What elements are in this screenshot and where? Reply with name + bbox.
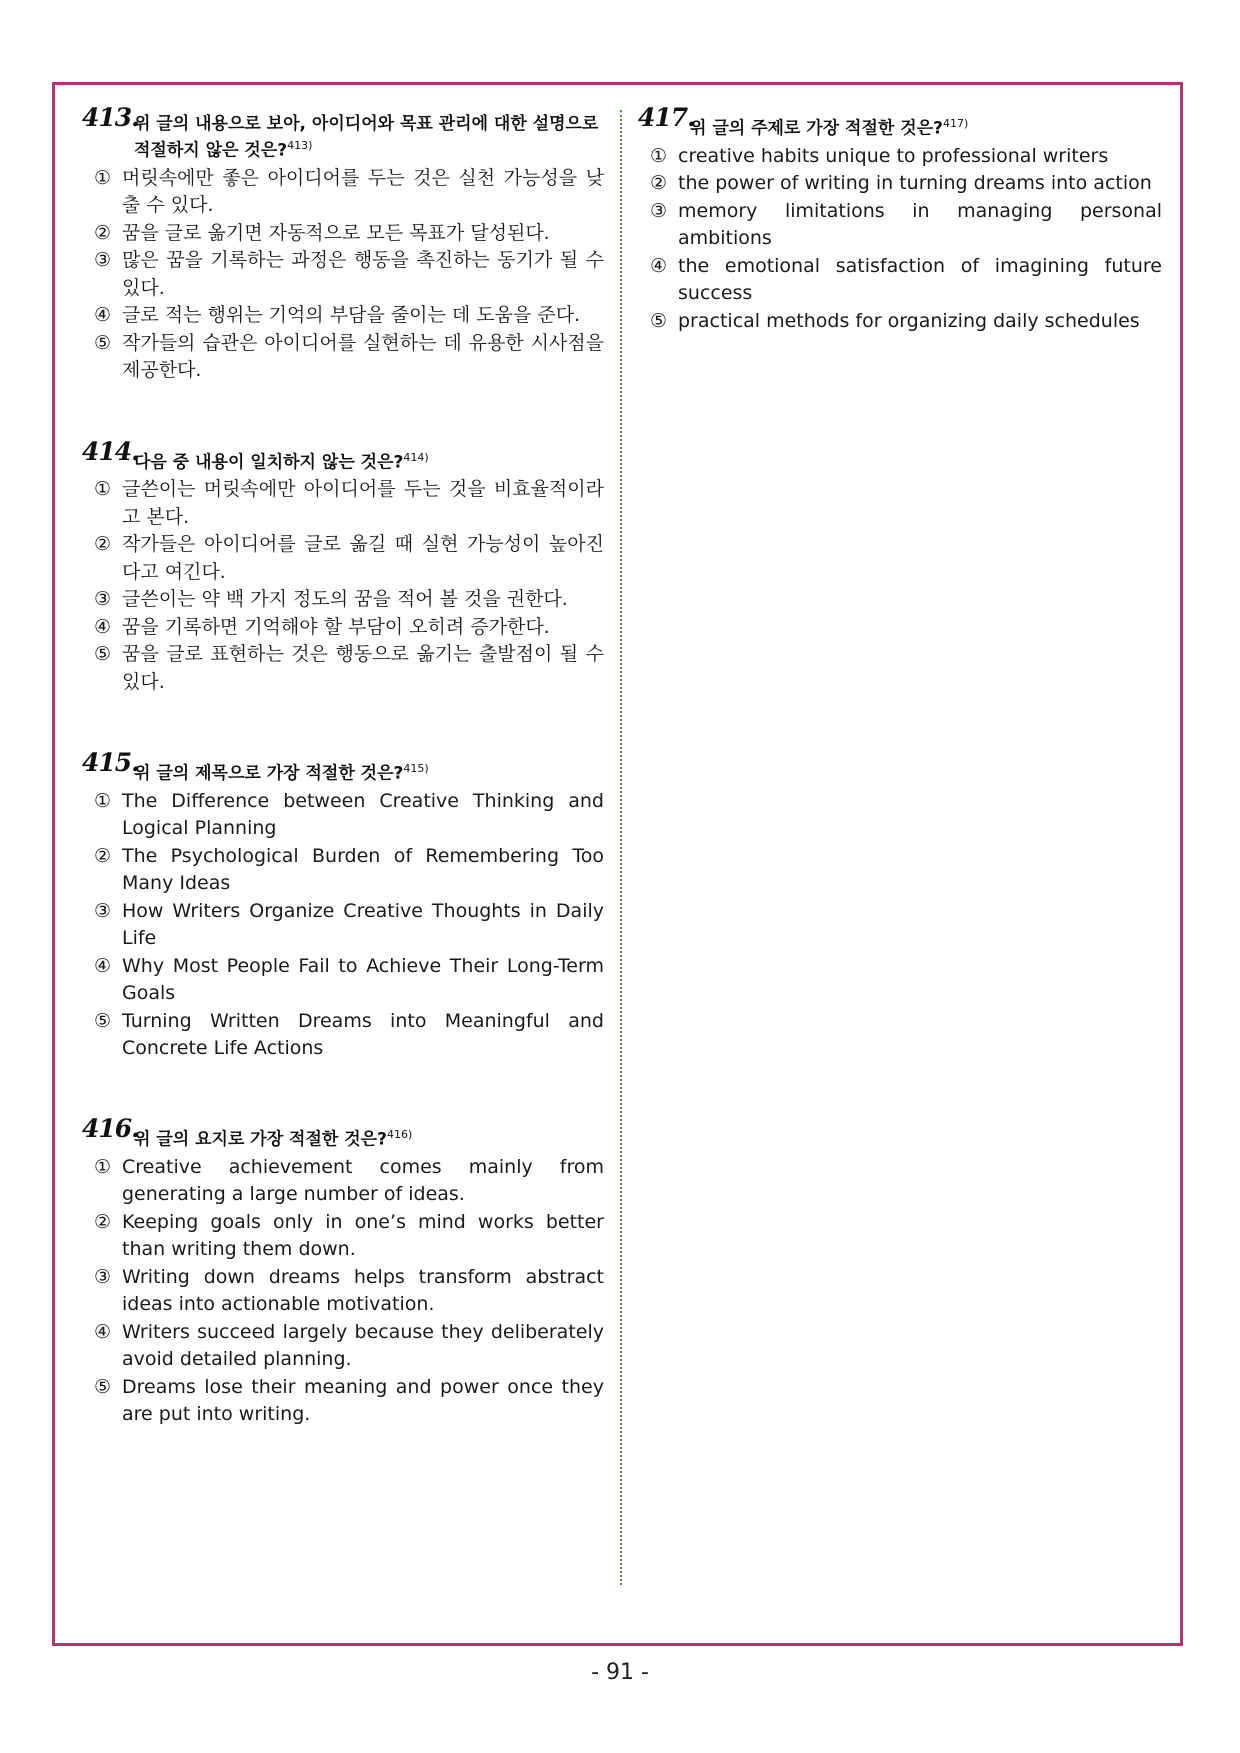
option-mark: ② (94, 533, 112, 556)
option-3[interactable] (638, 198, 1162, 253)
option-1[interactable] (82, 1154, 604, 1209)
option-mark: ① (650, 144, 668, 167)
option-text: practical methods for organizing daily schedules (678, 309, 1140, 332)
question-text: 위 글의 주제로 가장 적절한 것은? (690, 118, 943, 139)
option-2[interactable] (82, 220, 604, 248)
option-list (82, 165, 604, 385)
option-3[interactable] (82, 247, 604, 302)
option-3[interactable] (82, 586, 604, 614)
question-header (82, 436, 604, 474)
page-number: - 91 - (591, 1660, 649, 1685)
option-1[interactable] (82, 476, 604, 531)
question-number: 414. (82, 436, 139, 466)
option-text: The Psychological Burden of Remembering Too Many Ideas (122, 844, 604, 895)
option-mark: ⑤ (94, 643, 112, 666)
question-number: 415. (82, 748, 139, 778)
option-4[interactable] (82, 1319, 604, 1374)
option-mark: ② (94, 221, 112, 244)
option-text: The Difference between Creative Thinking and Logical Planning (122, 789, 604, 840)
question-header (82, 1113, 604, 1151)
column-divider (620, 110, 622, 1585)
option-text: 꿈을 기록하면 기억해야 할 부담이 오히려 증가한다. (122, 615, 550, 638)
option-2[interactable] (82, 843, 604, 898)
option-5[interactable] (82, 330, 604, 385)
question-416 (82, 1113, 604, 1429)
question-text: 위 글의 제목으로 가장 적절한 것은? (134, 763, 404, 784)
option-5[interactable] (82, 1374, 604, 1429)
option-text: How Writers Organize Creative Thoughts in Daily Life (122, 899, 604, 950)
option-1[interactable] (82, 788, 604, 843)
option-list (82, 476, 604, 696)
option-3[interactable] (82, 898, 604, 953)
option-text: 꿈을 글로 옮기면 자동적으로 모든 목표가 달성된다. (122, 221, 550, 244)
question-number: 417. (638, 103, 695, 132)
question-number: 416. (82, 1113, 139, 1143)
option-text: the power of writing in turning dreams into action (678, 172, 1152, 195)
option-5[interactable] (638, 308, 1162, 336)
question-text: 위 글의 내용으로 보아, 아이디어와 목표 관리에 대한 설명으로 적절하지 않은 것은? (134, 114, 599, 161)
option-mark: ② (94, 1210, 112, 1233)
option-mark: ④ (94, 1320, 112, 1343)
option-mark: ① (94, 166, 112, 189)
option-mark: ③ (650, 199, 668, 222)
option-mark: ④ (650, 254, 668, 277)
option-4[interactable] (82, 302, 604, 330)
question-text: 위 글의 요지로 가장 적절한 것은? (134, 1129, 387, 1150)
option-mark: ③ (94, 1265, 112, 1288)
footnote-ref: 417) (942, 117, 969, 130)
option-5[interactable] (82, 1008, 604, 1063)
option-mark: ④ (94, 304, 112, 327)
option-text: Writers succeed largely because they deliberately avoid detailed planning. (122, 1320, 604, 1371)
option-5[interactable] (82, 641, 604, 696)
option-mark: ⑤ (94, 1375, 112, 1398)
option-1[interactable] (82, 165, 604, 220)
option-text: 글로 적는 행위는 기억의 부담을 줄이는 데 도움을 준다. (122, 304, 581, 327)
option-mark: ③ (94, 249, 112, 272)
option-1[interactable] (638, 143, 1162, 171)
option-mark: ② (94, 844, 112, 867)
footnote-ref: 413) (287, 139, 313, 152)
option-text: 글쓴이는 약 백 가지 정도의 꿈을 적어 볼 것을 권한다. (122, 588, 568, 611)
option-text: Turning Written Dreams into Meaningful and Concrete Life Actions (122, 1009, 604, 1060)
question-text: 다음 중 내용이 일치하지 않는 것은? (134, 452, 404, 473)
question-417 (638, 103, 1162, 335)
option-mark: ⑤ (650, 309, 668, 332)
option-3[interactable] (82, 1264, 604, 1319)
question-header (638, 103, 1162, 140)
option-text: memory limitations in managing personal ambitions (678, 199, 1162, 250)
option-2[interactable] (638, 170, 1162, 198)
question-414 (82, 436, 604, 697)
option-2[interactable] (82, 1209, 604, 1264)
question-413 (82, 103, 604, 385)
option-text: Why Most People Fail to Achieve Their Long-Term Goals (122, 954, 604, 1005)
option-mark: ③ (94, 899, 112, 922)
option-text: Creative achievement comes mainly from generating a large number of ideas. (122, 1155, 604, 1206)
option-text: 작가들의 습관은 아이디어를 실현하는 데 유용한 시사점을 제공한다. (122, 331, 604, 382)
option-4[interactable] (638, 253, 1162, 308)
question-415 (82, 748, 604, 1063)
option-text: 많은 꿈을 기록하는 과정은 행동을 촉진하는 동기가 될 수 있다. (122, 249, 604, 299)
option-mark: ① (94, 478, 112, 501)
option-mark: ③ (94, 588, 112, 611)
right-column (638, 103, 1162, 335)
option-text: 머릿속에만 좋은 아이디어를 두는 것은 실천 가능성을 낮출 수 있다. (122, 166, 604, 217)
option-text: Dreams lose their meaning and power once they are put into writing. (122, 1375, 604, 1426)
option-mark: ① (94, 789, 112, 812)
option-mark: ⑤ (94, 1009, 112, 1032)
option-text: creative habits unique to professional writers (678, 144, 1109, 167)
question-header (82, 748, 604, 785)
option-list (82, 1154, 604, 1429)
option-text: 글쓴이는 머릿속에만 아이디어를 두는 것을 비효율적이라고 본다. (122, 478, 604, 528)
option-4[interactable] (82, 614, 604, 642)
question-header (82, 103, 604, 162)
option-text: 작가들은 아이디어를 글로 옮길 때 실현 가능성이 높아진다고 여긴다. (122, 533, 604, 583)
option-list (638, 143, 1162, 336)
option-mark: ④ (94, 954, 112, 977)
option-2[interactable] (82, 531, 604, 586)
option-list (82, 788, 604, 1063)
footnote-ref: 415) (403, 762, 429, 776)
option-text: Writing down dreams helps transform abstract ideas into actionable motivation. (122, 1265, 604, 1316)
option-mark: ② (650, 172, 668, 195)
option-mark: ④ (94, 615, 112, 638)
footnote-ref: 414) (403, 450, 429, 464)
footnote-ref: 416) (386, 1127, 413, 1141)
left-column (82, 103, 604, 1429)
option-text: the emotional satisfaction of imagining future success (678, 254, 1162, 305)
option-mark: ① (94, 1155, 112, 1178)
option-mark: ⑤ (94, 331, 112, 354)
question-number: 413. (82, 103, 139, 132)
option-text: Keeping goals only in one’s mind works better than writing them down. (122, 1210, 604, 1261)
option-text: 꿈을 글로 표현하는 것은 행동으로 옮기는 출발점이 될 수 있다. (122, 643, 604, 693)
option-4[interactable] (82, 953, 604, 1008)
